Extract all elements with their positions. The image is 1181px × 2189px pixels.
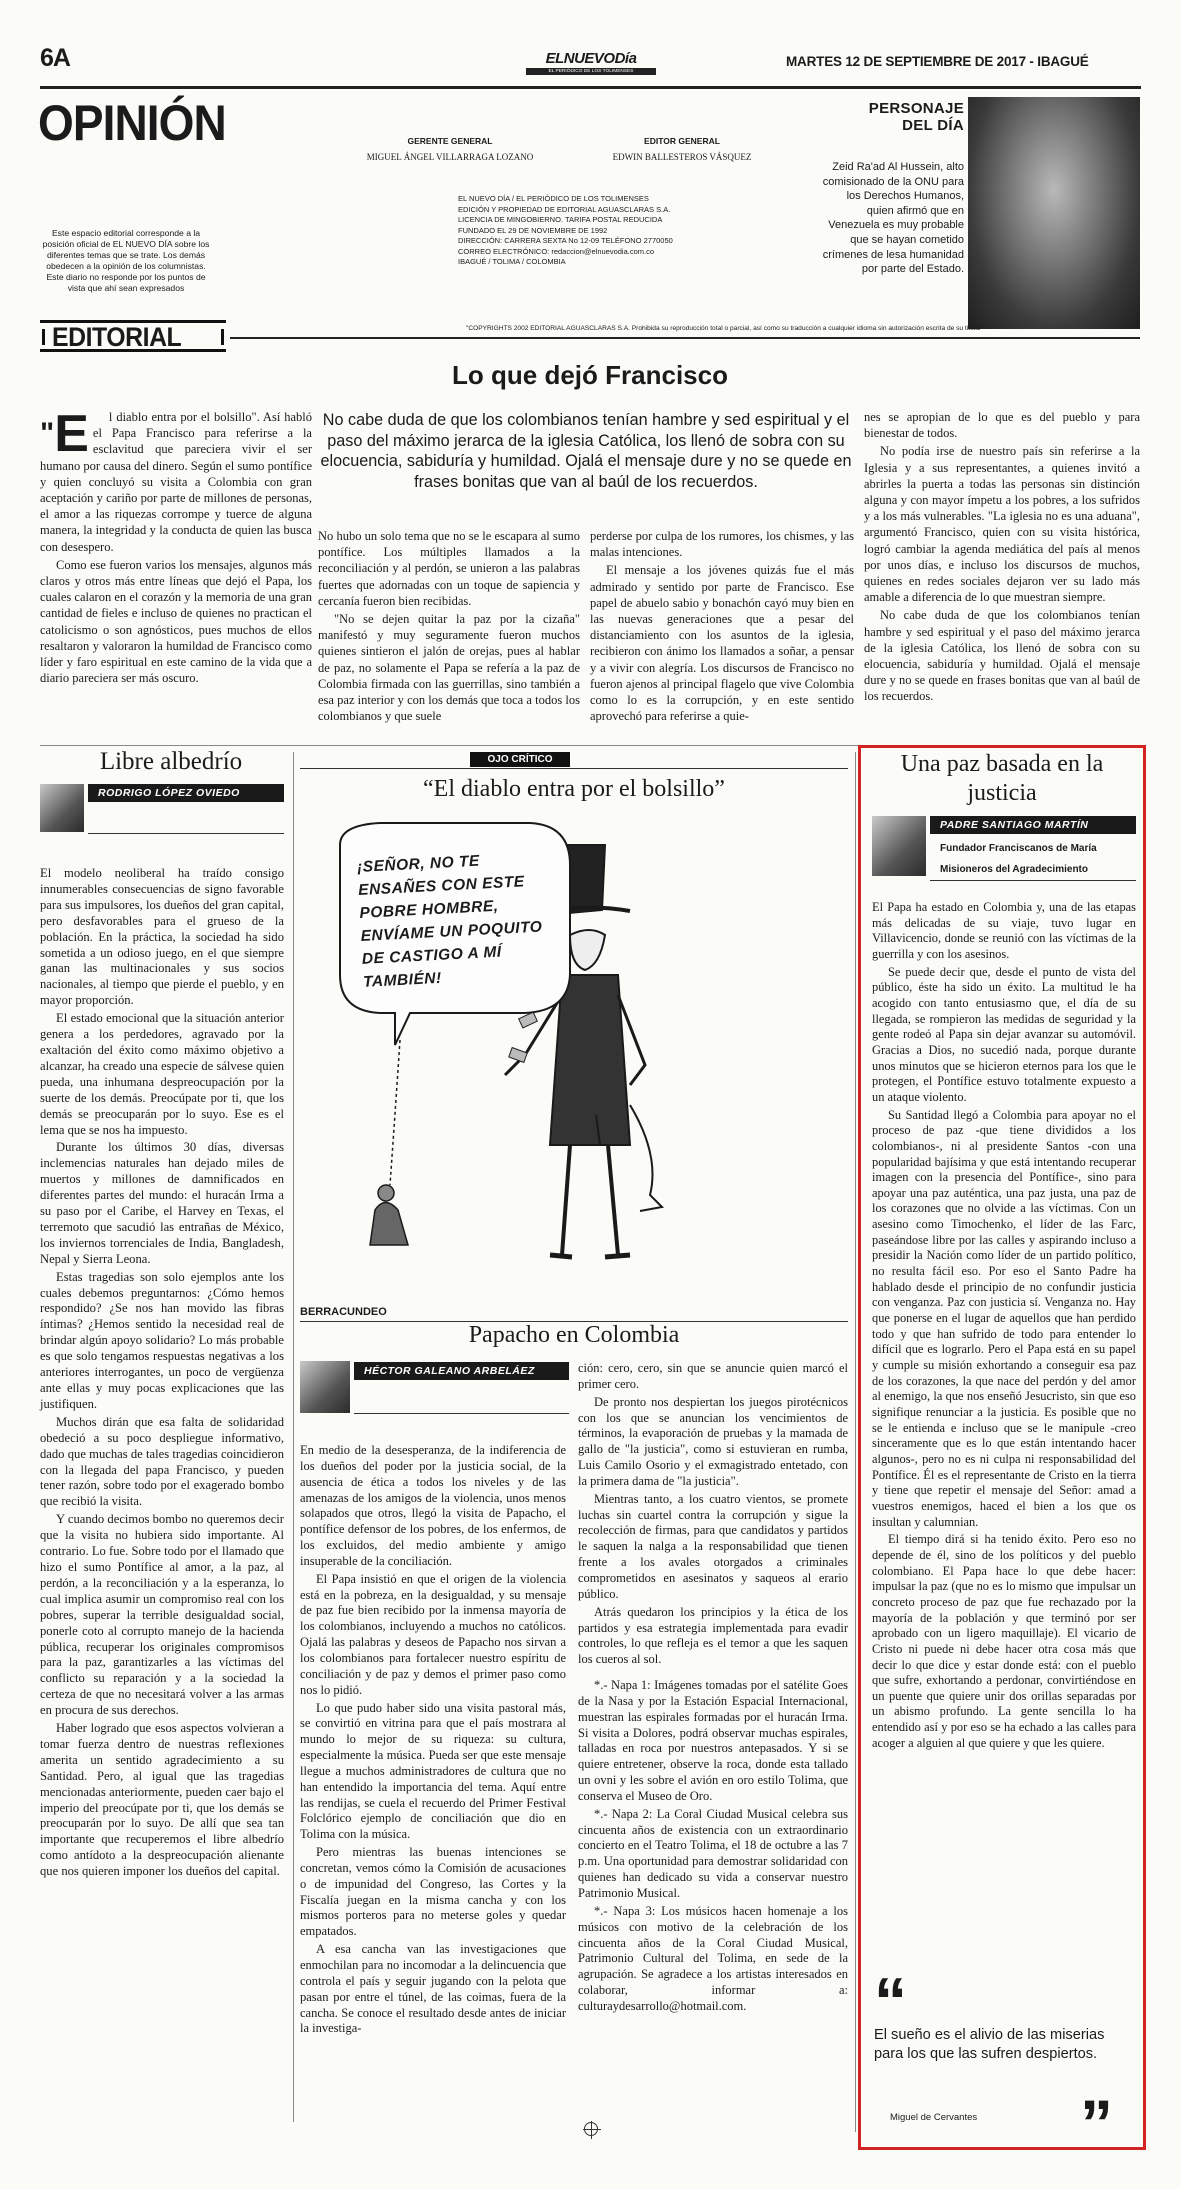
cartoon-speech: ¡SEÑOR, NO TE ENSAÑES CON ESTE POBRE HOMBRE, ENVÍAME UN POQUITO DE CASTIGO A MÍ TAMBIÉN! [356,852,543,991]
personaje-photo [968,97,1140,329]
editor-block [592,136,772,162]
registration-mark-icon [584,2122,598,2136]
berracundeo-col-2 [578,1361,848,2017]
berracundeo-paragraph: Mientras tanto, a los cuatro vientos, se promete luchas sin cuartel contra la corrupción y sigue la recolección de firmas, para que candidatos y partidos le saquen la nalga a la responsabilidad que tienen frente a los avales otorgados a criminales comprometidos en asesinatos y saqueos al erario público. [578,1491,848,1601]
berracundeo-paragraph: Atrás quedaron los principios y la ética de los partidos y esa estrategia implementada para evadir controles, lo que refleja es el temor a que les saquen los cueros al sol. [578,1604,848,1667]
editorial-label: EDITORIAL [52,322,182,352]
imprint-line: FUNDADO EL 29 DE NOVIEMBRE DE 1992 [458,225,608,235]
paz-quote-author: Miguel de Cervantes [890,2112,978,2123]
berracundeo-paragraph: ción: cero, cero, sin que se anuncie quien marcó el primer cero. [578,1361,848,1391]
berracundeo-paragraph: *.- Napa 3: Los músicos hacen homenaje a los músicos con motivo de la celebración de los cincuenta años de la Coral Ciudad Musical, Patrimonio Cultural del Tolima, en sede de la agrupación. Se agradece a los artistas interesados en colaborar, informar a: culturaydesarrollo@hotmail.com. [578,1903,848,2013]
libre-paragraph: El estado emocional que la situación anterior genera a los perdedores, agravado por la exaltación del éxito como máximo objetivo a alcanzar, ha creado una especie de sálvese quien pueda, una inhumana despreocupación por la suerte de los demás. Preocúpate por ti, que los demás se preocuparán por lo suyo. Ese es el lema que se nos ha impuesto. [40,1011,284,1137]
masthead-logo [526,50,656,82]
paz-role-2: Misioneros del Agradecimiento [940,864,1088,875]
header-rule [40,86,1141,89]
paz-paragraph: Se puede decir que, desde el punto de vista del público, éste ha sido un éxito. La multitud le ha acogido con tanto entusiasmo que, el día de su llegada, se rompieron las medidas de seguridad y la gente rodeó al Papa sin dejar avanzar su automóvil. Gracias a Dios, no sucedió nada, porque durante unos minutos que se hicieron eternos para los que le protegen, el Pontífice estuvo totalmente expuesto a un ataque violento. [872,964,1136,1104]
berracundeo-title: Papacho en Colombia [468,1322,680,1348]
page-number: 6A [40,44,70,72]
berracundeo-paragraph: *.- Napa 1: Imágenes tomadas por el satélite Goes de la Nasa y por la Estación Espacial Internacional, muestran las espirales formadas por el huracán Irma. Si visita a Dolores, podrá observar muchas espirales, talladas en roca por nuestros antepasados. Y si se quiere entretener, observe la roca, donde esta tallado un ovni y les sobre el avión en oro estilo Tolima, que conserva el Museo de Oro. [578,1678,848,1803]
editorial-label-box [40,320,226,352]
cartoon [300,815,848,1295]
editorial-lead: No cabe duda de que los colombianos tenían hambre y sed espiritual y el paso del máximo jerarca de la iglesia Católica, los llenó de sobra con su elocuencia, sabiduría y humildad. Ojalá el mensaje dure y no se quede en frases bonitas que van al baúl de los recuerdos. [320,411,852,491]
libre-author: RODRIGO LÓPEZ OVIEDO [88,784,284,802]
personaje-label [836,100,964,134]
imprint-line: LICENCIA DE MINGOBIERNO. TARIFA POSTAL REDUCIDA [458,215,663,224]
libre-author-photo [40,784,84,832]
editor-name: EDWIN BALLESTEROS VÁSQUEZ [612,152,752,162]
drop-cap-quote: "E [40,405,89,463]
paz-paragraph: El tiempo dirá si ha tenido éxito. Pero eso no depende de él, sino de los políticos y del pueblo colombiano. El Papa hace lo que debe hacer: impulsar la paz (que no es lo mismo que impulsar un concreto proceso de paz que fue rechazado por la mayoría de la población y que terminó por ser aprobado con un ligero maquillaje). El vicario de Cristo ni puede ni debe hacer otra cosa más que decir lo que dice y estar donde está: con el pueblo que sufre, exhortando a perdonar, convirtiéndose en un puente que quiere unir dos orillas separadas por un abismo profundo. La gente sencilla lo ha entendido así y por eso se ha echado a las calles para acoger a alguien al que quiere y que les quiere. [872,1532,1136,1750]
berracundeo-author: HÉCTOR GALEANO ARBELÁEZ [354,1362,569,1380]
section-title: OPINIÓN [38,95,226,151]
berracundeo-label: BERRACUNDEO [300,1306,387,1318]
paz-paragraph: Su Santidad llegó a Colombia para apoyar no el proceso de paz -que tiene divididos a los colombianos-, ni al presidente Santos -con una popularidad bajísima y que está intentando recuperar imagen con la presencia del Pontífice-, sino para apoyar una paz auténtica, una paz justa, una paz de los corazones que no olvide a las víctimas. Con un asesino como Timochenko, el líder de las Farc, paseándose libre por las calles y aspirando incluso a presidir la Nación como líder de un partido político, no resulta fácil eso. Por eso el Santo Padre ha hablado desde el principio de no confundir justicia con venganza. Paz con justicia sí. Venganza no. Hay que ponerse en el lugar de aquellos que han perdido todo y que han sufrido de todo para entender lo difícil que es lograrlo. Pero el Papa está en su papel y cumple su misión exhortando a conseguir esa paz de los corazones, la que nace del perdón y del amor al enemigo, la que nos enseñó Jesucristo, sin que eso signifique renunciar a la justicia. Es posible que no se le entienda e incluso que se le manipule -creo sinceramente que es lo que están intentando hacer algunos-, pero no es ni culpa ni responsabilidad del Pontífice. Él es el representante de Cristo en la tierra y tiene que repetir el mensaje del Señor: amad a vuestros enemigos, haced el bien a los que os insultan y calumnian. [872,1107,1136,1529]
libre-paragraph: Estas tragedias son solo ejemplos ante los cuales debemos preguntarnos: ¿Cómo hemos respondido? ¿Se nos han movido las fibras íntimas? ¿Hemos sentido la necesidad real de brindar algún apoyo solidario? Lo más probable es que solo tengamos respuestas negativas a los anteriores interrogantes, un poco de vergüenza ante ellas y muy pocas explicaciones que las justifiquen. [40,1269,284,1411]
libre-paragraph: Muchos dirán que esa falta de solidaridad obedeció a su poco despliegue informativo, dado que muchas de tales tragedias coincidieron con la llegada del papa Francisco, y pueden tener razón, sobre todo por el exagerado bombo que recibió la visita. [40,1414,284,1509]
berracundeo-col-1 [300,1443,566,2039]
editorial-paragraph: nes se apropian de lo que es del pueblo y para bienestar de todos. [864,410,1140,441]
berracundeo-paragraph: Pero mientras las buenas intenciones se concretan, vemos cómo la Comisión de acusaciones o de impunidad del Congreso, las Cortes y la Fiscalía juegan en la misma cancha y con los mismos porteros para no meterse goles y quedar empatados. [300,1845,566,1939]
berracundeo-author-photo [300,1361,350,1413]
editorial-col-2 [318,528,580,726]
personaje-label-line2: DEL DÍA [902,117,964,134]
editorial-col-1 [40,405,312,688]
paz-author: PADRE SANTIAGO MARTÍN [930,816,1136,834]
editorial-paragraph: No hubo un solo tema que no se le escapara al sumo pontífice. Los múltiples llamados a la reconciliación y al perdón, se unieron a las palabras fuertes que adornadas con un toque de sapiencia y cercanía fueron bien recibidas. [318,529,580,608]
libre-body [40,866,284,1882]
editorial-title: Lo que dejó Francisco [452,360,728,390]
editorial-paragraph: "No se dejen quitar la paz por la cizaña" manifestó y muy seguramente fueron muchos quienes sintieron el jalón de orejas, pues al hablar de paz, no solamente el Papa se refería a la paz de Colombia firmada con las guerrillas, sino también a esa paz interior y con los demás que toca a todos los colombianos y que suele [318,612,580,724]
copyright-line: "COPYRIGHTS 2002 EDITORIAL AGUASCLARAS S.A. Prohibida su reproducción total o parcial, así como su traducción a cualquier idioma sin autorización escrita de su titular" [466,325,984,332]
imprint-block [458,194,718,268]
date-line: MARTES 12 DE SEPTIEMBRE DE 2017 - IBAGUÉ [786,54,1089,69]
column-divider [855,752,856,2132]
open-quote-icon: “ [874,1964,907,2038]
paz-role-1: Fundador Franciscanos de María [940,843,1097,854]
libre-paragraph: Haber logrado que esos aspectos volvieran a tomar fuerza dentro de nuestras reflexiones amerita un sentido agradecimiento a su Santidad. Pero, al igual que las tragedias mencionadas anteriormente, pueden caer bajo el imperio del preocúpate por ti, que los demás se preocuparán por lo suyo. De allí que sea tan importante que recuperemos el libre albedrío como antídoto a la despreocupación alienante que nos quieren imponer los dueños del capital. [40,1721,284,1879]
personaje-label-line1: PERSONAJE [868,100,964,117]
berracundeo-paragraph: El Papa insistió en que el origen de la violencia está en la pobreza, en la desigualdad, y su mensaje de paz fue bien recibido por la inmensa mayoría de los colombianos, incluyendo a muchos no católicos. Ojalá las palabras y deseos de Papacho nos sirvan a los colombianos para fortalecer nuestro espíritu de conciliación y de paz y demos el primer paso como nos lo pidió. [300,1571,566,1697]
gerente-name: MIGUEL ÁNGEL VILLARRAGA LOZANO [366,152,534,162]
masthead-tagline: EL PERIÓDICO DE LOS TOLIMENSES [526,68,656,75]
editorial-paragraph: El mensaje a los jóvenes quizás fue el más admirado y sentido por parte de Francisco. Ese papel de abuelo sabio y bonachón cayó muy bien en las nuevas generaciones que a pesar del distanciamiento con los asuntos de la iglesia, recibieron con ánimo los llamados a soñar, a pensar y a vivir con alegría. Los discursos de Francisco no fueron ajenos al principal flagelo que vive Colombia como lo es la corrupción, y en este sentido aprovechó para referirse a quie- [590,563,854,724]
editorial-paragraph: Como ese fueron varios los mensajes, algunos más claros y otros más entre líneas que dejó el Papa, los cuales calaron en el corazón y la memoria de una gran cantidad de fieles e incluso de quienes no practican el catolicismo o son agnósticos, pues muchos de ellos resaltaron y valoraron la humildad de Francisco como líder y faro espiritual en este camino de la vida que a diario pareciera ser más oscuro. [40,557,312,686]
imprint-line: DIRECCIÓN: CARRERA SEXTA No 12-09 TELÉFONO 2770050 [458,236,673,245]
masthead-brand: ELNUEVODía [545,50,637,67]
column-divider [293,752,294,2122]
berracundeo-paragraph: De pronto nos despiertan los juegos pirotécnicos con los que se anuncian los vencimientos de términos, la evaporación de pruebas y la mamada de gallo de "la justicia", como si estuvieran en rumba, Luis Camilo Osorio y el exmagistrado entetado, con la primera dama de "la justicia". [578,1394,848,1488]
gerente-block [360,136,540,162]
paz-body [872,900,1136,1753]
imprint-line: CORREO ELECTRÓNICO: redaccion@elnuevodia.com.co [458,246,655,256]
close-quote-icon: ” [1080,2086,1113,2160]
gerente-label: GERENTE GENERAL [407,136,493,146]
libre-paragraph: El modelo neoliberal ha traído consigo innumerables consecuencias de signo favorable para sus impulsores, los dueños del gran capital, pero desfavorables para el grueso de la población. En la práctica, la sociedad ha sido sometida a un odioso juego, en el que siempre ganan las multinacionales y sus socios nacionales, al tiempo que pierde el pueblo, y en mayor proporción. [40,866,284,1008]
imprint-line: EDICIÓN Y PROPIEDAD DE EDITORIAL AGUASCLARAS S.A. [458,204,671,214]
libre-title: Libre albedrío [99,748,243,775]
editorial-col-4 [864,409,1140,707]
ojo-title: “El diablo entra por el bolsillo” [423,776,725,802]
imprint-line: IBAGUÉ / TOLIMA / COLOMBIA [458,257,566,266]
paz-title: Una paz basada en la justicia [900,751,1104,806]
berracundeo-paragraph: En medio de la desesperanza, de la indiferencia de los dueños del poder por la justicia social, de la ausencia de ética a todos los niveles y de las amenazas de los amigos de la violencia, unos menos solapados que otros, llegó la visita de Papacho, el pontífice defensor de los pobres, de los enfermos, de los excluidos, del medio ambiente y amigo insuperable de la conciliación. [300,1443,566,1568]
libre-paragraph: Y cuando decimos bombo no queremos decir que la visita no hubiera sido importante. Al contrario. Lo fue. Sobre todo por el llamado que hizo el sumo Pontífice al amor, a la paz, al perdón, a la reconciliación y a la esperanza, lo cual implica asumir un compromiso real con los pobres, superar la terrible desigualdad social, ponerle coto al corrupto manejo de la hacienda pública, recuperar los originales compromisos para la paz, garantizarles a las víctimas del conflicto su reparación y a la sociedad la certeza de que no necesitará volver a las armas en procura de sus derechos. [40,1512,284,1718]
editorial-col-3 [590,528,854,726]
ojo-label: OJO CRÍTICO [470,752,570,767]
berracundeo-paragraph: Lo que pudo haber sido una visita pastoral más, se convirtió en vitrina para que el país mostrara al mundo lo mejor de su riqueza: su cultura, especialmente la música. Pueda ser que este mensaje llegue a muchos administradores de cultura que no han entendido la importancia del tema. Aquí entre las rendijas, se cuela el recuerdo del Primer Festival Folclórico ejemplo de conciliación que dio en Tolima con la música. [300,1700,566,1842]
editorial-bottom-rule [40,745,860,746]
personaje-text: Zeid Ra'ad Al Hussein, alto comisionado de la ONU para los Derechos Humanos, quien afirmó que en Venezuela es muy probable que se hayan cometido crímenes de lesa humanidad por parte del Estado. [822,161,964,276]
paz-author-photo [872,816,926,876]
paz-quote: El sueño es el alivio de las miserias para los que las sufren despiertos. [874,2027,1105,2062]
editorial-rule [230,337,1140,339]
editor-label: EDITOR GENERAL [644,136,720,146]
berracundeo-paragraph: A esa cancha van las investigaciones que enmochilan para no incomodar a la delincuencia que controla el país y seguir jugando con la pelota que pasan por entre el túnel, de las coimas, fuera de la cancha. Se conoce el resultado desde antes de iniciar la investiga- [300,1942,566,2036]
paz-paragraph: El Papa ha estado en Colombia y, una de las etapas más delicadas de su viaje, tuvo lugar en Villavicencio, donde se reunió con las víctimas de la guerrilla y con los asesinos. [872,900,1136,961]
editorial-paragraph: No podía irse de nuestro país sin referirse a la Iglesia y a sus representantes, a quienes invitó a abrirles la puerta a todas las personas sin distinción alguna y con mayor ímpetu a los pobres, a los sufridos y a los más vulnerables. "La iglesia no es una aduana", argumentó Francisco, quien con su visita histórica, logró cambiar la agenda mediática del país al menos por unos días, e incluso los discursos de muchos, quienes en redes sociales dejaron ver su lado más amable a diferencia de lo que muestran siempre. [864,444,1140,605]
libre-paragraph: Durante los últimos 30 días, diversas inclemencias naturales han dejado miles de muertos y millones de damnificados en diferentes partes del mundo: el huracán Irma a su paso por el Caribe, el Harvey en Texas, el terremoto que sacudió las entrañas de México, los inviernos torrenciales de India, Bangladesh, Nepal y Sierra Leona. [40,1140,284,1266]
section-note: Este espacio editorial corresponde a la posición oficial de EL NUEVO DÍA sobre los diferentes temas que se trate. Los demás obedecen a la opinión de los columnistas. Este diario no responde por los puntos de vista que ahí sean expresados [42,228,210,293]
editorial-paragraph: perderse por culpa de los rumores, los chismes, y las malas intenciones. [590,529,854,560]
imprint-line: EL NUEVO DÍA / EL PERIÓDICO DE LOS TOLIMENSES [458,194,649,203]
editorial-paragraph: No cabe duda de que los colombianos tenían hambre y sed espiritual y el paso del máximo jerarca de la iglesia Católica, los llenó de sobra con su elocuencia, sabiduría y humildad. Ojalá el mensaje dure y no se quede en frases bonitas que van al baúl de los recuerdos. [864,608,1140,704]
drop-cap: E [54,405,89,463]
editorial-paragraph: l diablo entra por el bolsillo". Así habló el Papa Francisco para referirse a la esclavitud que pareciera vivir el ser humano por causa del dinero. Según el sumo pontífice y quien concluyó su visita a Colombia con gran aceptación y cariño por parte de millones de personas, el amor a las riquezas corrompe y tuerce de alguna manera, la integridad y la conducta de quien las busca con desespero. [40,410,312,554]
berracundeo-paragraph: *.- Napa 2: La Coral Ciudad Musical celebra sus cincuenta años de existencia con un extraordinario concierto en el Teatro Tolima, el 18 de octubre a las 7 p.m. Una oportunidad para demostrar solidaridad con quienes han dedicado su vida a conservar nuestro Patrimonio Musical. [578,1806,848,1900]
